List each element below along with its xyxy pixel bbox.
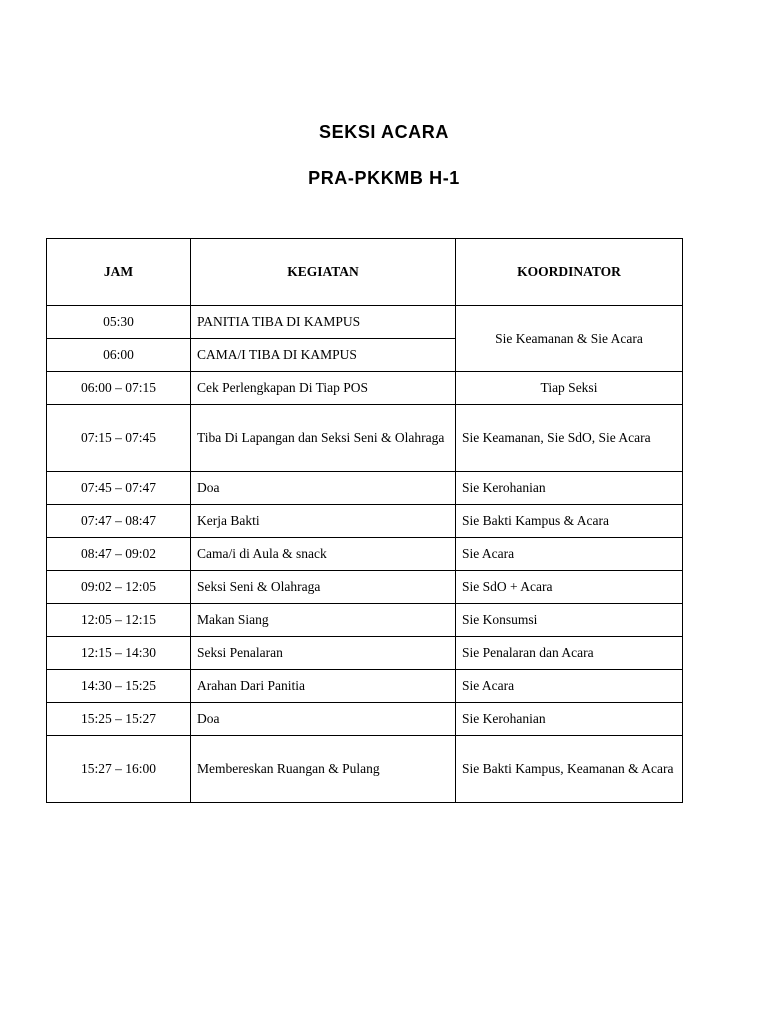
cell-jam: 07:45 – 07:47: [47, 472, 191, 505]
cell-kegiatan: Seksi Penalaran: [191, 637, 456, 670]
cell-jam: 05:30: [47, 306, 191, 339]
table-row: [47, 538, 683, 571]
cell-kegiatan: Kerja Bakti: [191, 505, 456, 538]
cell-kegiatan: Seksi Seni & Olahraga: [191, 571, 456, 604]
cell-koordinator: Tiap Seksi: [456, 372, 683, 405]
table-row: [47, 736, 683, 803]
table-row: [47, 703, 683, 736]
cell-jam: 07:47 – 08:47: [47, 505, 191, 538]
cell-koordinator: Sie Bakti Kampus & Acara: [456, 505, 683, 538]
page-title: SEKSI ACARA: [319, 122, 449, 142]
cell-kegiatan: Tiba Di Lapangan dan Seksi Seni & Olahraga: [191, 405, 456, 472]
cell-koordinator: Sie Kerohanian: [456, 472, 683, 505]
cell-kegiatan: PANITIA TIBA DI KAMPUS: [191, 306, 456, 339]
cell-kegiatan: CAMA/I TIBA DI KAMPUS: [191, 339, 456, 372]
cell-jam: 06:00: [47, 339, 191, 372]
cell-jam: 09:02 – 12:05: [47, 571, 191, 604]
cell-jam: 12:05 – 12:15: [47, 604, 191, 637]
table-header-row: [47, 239, 683, 306]
table-row: [47, 571, 683, 604]
header-koordinator: KOORDINATOR: [456, 239, 683, 306]
cell-koordinator: Sie Keamanan, Sie SdO, Sie Acara: [456, 405, 683, 472]
cell-koordinator: Sie Konsumsi: [456, 604, 683, 637]
cell-koordinator: Sie Acara: [456, 670, 683, 703]
header-kegiatan: KEGIATAN: [191, 239, 456, 306]
table-row: [47, 604, 683, 637]
cell-koordinator: Sie Kerohanian: [456, 703, 683, 736]
cell-koordinator: Sie Acara: [456, 538, 683, 571]
cell-jam: 15:25 – 15:27: [47, 703, 191, 736]
cell-jam: 07:15 – 07:45: [47, 405, 191, 472]
schedule-table: [46, 238, 683, 803]
table-row: [47, 670, 683, 703]
table-row: [47, 306, 683, 339]
cell-kegiatan: Doa: [191, 703, 456, 736]
cell-koordinator: Sie Penalaran dan Acara: [456, 637, 683, 670]
cell-jam: 14:30 – 15:25: [47, 670, 191, 703]
header-jam: JAM: [47, 239, 191, 306]
cell-koordinator: Sie Keamanan & Sie Acara: [456, 306, 683, 372]
table-row: [47, 472, 683, 505]
table-row: [47, 505, 683, 538]
cell-kegiatan: Cek Perlengkapan Di Tiap POS: [191, 372, 456, 405]
cell-kegiatan: Membereskan Ruangan & Pulang: [191, 736, 456, 803]
cell-kegiatan: Doa: [191, 472, 456, 505]
page-subtitle: PRA-PKKMB H-1: [308, 168, 460, 188]
cell-koordinator: Sie Bakti Kampus, Keamanan & Acara: [456, 736, 683, 803]
cell-kegiatan: Makan Siang: [191, 604, 456, 637]
cell-jam: 06:00 – 07:15: [47, 372, 191, 405]
cell-jam: 08:47 – 09:02: [47, 538, 191, 571]
table-row: [47, 405, 683, 472]
cell-jam: 12:15 – 14:30: [47, 637, 191, 670]
cell-kegiatan: Cama/i di Aula & snack: [191, 538, 456, 571]
cell-koordinator: Sie SdO + Acara: [456, 571, 683, 604]
table-row: [47, 637, 683, 670]
cell-jam: 15:27 – 16:00: [47, 736, 191, 803]
table-row: [47, 372, 683, 405]
cell-kegiatan: Arahan Dari Panitia: [191, 670, 456, 703]
